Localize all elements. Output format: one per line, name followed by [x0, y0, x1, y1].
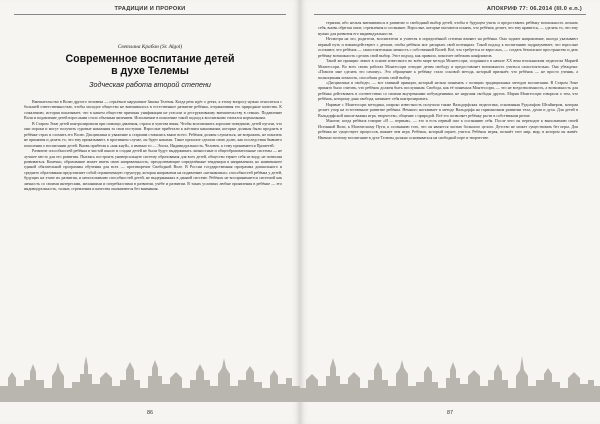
title-line-2: в духе Телемы [111, 65, 189, 77]
paragraph: Наравне с Монтессори методика, широко известность получила также Вальдорфская педагогика, основанная Рудольфом Штайнером, которая делает упор на естественное развитие ребёнка. Немного настаивает в методе Вальдорфа на гармоничном развитии тела, души и духа. Для детей в Вальдорфской школе важны игра, творчество, общение с природой. Всё это позволяет ребёнку расти в собственном ритме. [318, 101, 578, 118]
paragraph: «Дисциплина в свободе» — вот главный принцип, который нельзя понимать с позиции традиционных методов воспитания. В Старом Эоне принято было считать, что ребёнок должен быть послушным. Свобода, как её понимала Монтессори, — это не вседозволенность, а возможность для ребёнка действовать в соответствии со своими внутренними побуждениями, не нарушая свободы других. Мария Монтессори говорила о том, что ребёнок, которому дана свобода, начинает себя контролировать. [318, 79, 578, 102]
running-head: ТРАДИЦИИ И ПРОРОКИ [114, 6, 186, 12]
paragraph: Такой же принцип лежит в основе известного во всём мире метода Монтессори, созданного в начале XX века итальянским педагогом Марией Монтессори. Во всех своих работах Монтессори отводит детям свободу и предоставляет возможность учиться самостоятельно. Она убеждена: «Помоги мне сделать это самому». Это обращение к ребёнку стало основой метода, который признаёт, что ребёнок — не просто ученик, а полноценная личность, способная делать свой выбор. [318, 58, 578, 80]
paragraph: Вмешательство в Волю другого человека — серьёзное нарушение Закона Телемы. Когда речь идёт о детях, к этому вопросу нужно относиться с большей ответственностью, чтобы молодое общество не вмешивалось в естественное развитие ребёнка, отграничивая его природные качества. К сожалению, история показывает, что в нашем обществе причины унификации не угасали и деструктивному вмешательству в семьях. Подавление Воли и подавление детей взрослыми стало обычным явлением. Исполнение в поколение такой подход к воспитанию считался нормальным. [24, 99, 282, 121]
article-title [10, 53, 290, 77]
paragraph: Многие, когда ребёнок говорит «Я — первым», — это и есть первый шаг к осознанию себя. После чего он переходит к выполнению своей Истинной Воли, к Магическому Пути, к осознанию того, что он является частью большого целого. Детство не может существовать без игры. Для ребёнка не существует процессов, важнее чем игра. Ребёнок, который играет, учится. Ребёнок играя, познаёт этот мир, мир, в котором он живёт. Именно поэтому воспитание в духе Телемы должно основываться на свободной игре и творчестве. [318, 118, 578, 140]
page-number: 87 [447, 410, 453, 416]
article-subtitle: Зодческая работа второй степени [89, 80, 211, 89]
paragraph: терапии, ибо нельзя вмешиваться в развитие и свободный выбор детей, чтобы в будущем учить и предоставить ребёнку возможность познать себя, вновь обретая опыт, стремления и осознание. Взрослые, которые пытаются понять, что ребёнок делает, что ему нравится, — сделать то, что ему нужно для развития его индивидуальности. [318, 20, 578, 36]
paragraph: Несмотря на это, родители, воспитатели и учителя в определённой степени влияют на ребёнка. Они задают направление, иногда указывают верный путь и взаимодействуют с детьми, чтобы ребёнок мог раскрыть свой потенциал. Такой подход к воспитанию подразумевает, что взрослые осознают, что ребёнок — самостоятельная личность с собственной Волей. Всё, что требуется от взрослых, — создать безопасное пространство и дать ребёнку возможность сделать свой выбор. Этот подход, как правило, помогает избежать конфликтов. [318, 36, 578, 58]
header-rule [314, 14, 586, 15]
article-author: Светлана Крабан (Sr. Algol) [117, 44, 183, 50]
article-body [24, 99, 282, 357]
city-skyline-illustration [0, 342, 300, 402]
page-number: 86 [147, 410, 153, 416]
paragraph: Развитие способностей ребёнка в чистой школе и стадии детей не были будут выдерживать личностные и общеобразовательные системы — не лучшее место для его развития. Пытаясь построить универсальную систему образования для всех детей, общество теряет себя из виду, не позволяя развиваться. Конечно, образование может иметь свою направленность, преодолевающие определённые тенденции в направлении, но наименьшее единой обязательной программы обучения для всех — противоречит Свободной Воле. В России государственная программа дошкольного и среднего образования представляет собой ограниченную структуру, которая направлена на подавление «незнакомых» способностей ребёнка у детей, будущих на этапе их развития, и неисполнению способностей детей, не выдержанных в данной системе. Ребёнок не воспринимается системой как личность со своими интересами, желаниями и потребностями в развитии, учёбе и развитии. В таких условиях любые проявления в ребёнке — его индивидуальность, талант, стремления и качества оказываются без внимания. [24, 148, 282, 192]
article-body [318, 20, 578, 358]
right-page [300, 0, 600, 424]
running-head: АПОКРИФ 77: 06.2014 (III.0 e.n.) [486, 6, 582, 12]
title-line-1: Современное воспитание детей [65, 53, 235, 65]
paragraph: В Старом Эоне детей контролировали при помощи давления, страха и чувства вины. Чтобы воспитывать хорошие поведение, детей пугали, что они пороки и могут получить суровые наказания за свои поступки. Взрослые прибегали к жёстким наказаниям, которые должны были продлить в ребёнке страх и сломить его Волю. Дисциплина и уважение к старшим ставились выше всего. Ребёнок должен слушаться, не возражать, не показать не принятия и делать то, что ему приказывают, в противном случае, он будет наказан. Такое прошлое сделали свою долю, как последствия бывшего поколения о воспитании детей. Вновь прибегая к «как кнуй», а именно то — Эпоха, Индивидуальность, Человек, к тому принимается Прометей. [24, 120, 282, 148]
city-skyline-illustration [300, 342, 600, 402]
header-rule [14, 14, 286, 15]
